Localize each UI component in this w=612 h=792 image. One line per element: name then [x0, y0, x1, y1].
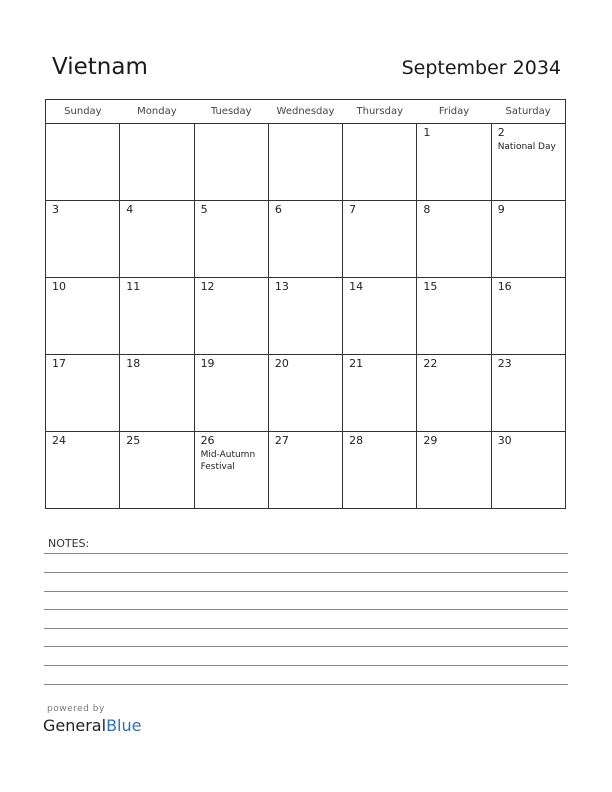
day-cell[interactable] [491, 201, 565, 278]
day-number: 4 [126, 203, 134, 216]
notes-label: NOTES: [48, 537, 90, 550]
day-number: 28 [349, 434, 364, 447]
day-number: 26 [200, 434, 215, 447]
day-cell[interactable] [46, 355, 120, 432]
day-cell[interactable] [120, 201, 194, 278]
brand-general-text: General [43, 716, 107, 735]
notes-line [44, 609, 568, 610]
notes-line [44, 572, 568, 573]
weekday-thursday: Thursday [343, 100, 417, 124]
day-number: 17 [52, 357, 66, 370]
notes-line [44, 591, 568, 592]
day-number: 11 [126, 280, 141, 293]
day-cell[interactable] [268, 201, 342, 278]
day-number: 2 [497, 126, 505, 139]
weekday-saturday: Saturday [491, 100, 565, 124]
empty-day-cell [194, 124, 268, 201]
empty-day-cell [46, 124, 120, 201]
powered-by-text: powered by [47, 704, 105, 714]
day-cell[interactable] [46, 432, 120, 509]
empty-day-cell [343, 124, 417, 201]
day-number: 21 [349, 357, 364, 370]
day-cell[interactable] [120, 278, 194, 355]
day-number: 3 [52, 203, 59, 216]
day-number: 10 [52, 280, 66, 293]
day-number: 8 [423, 203, 431, 216]
day-number: 24 [52, 434, 66, 447]
holiday-label: National Day [497, 142, 556, 152]
day-number: 25 [126, 434, 141, 447]
day-number: 23 [497, 357, 512, 370]
day-cell[interactable] [46, 278, 120, 355]
holiday-label: Mid-Autumn Festival [200, 450, 256, 472]
day-number: 15 [423, 280, 438, 293]
month-year-title: September 2034 [401, 57, 561, 79]
week-row [46, 355, 566, 432]
day-number: 19 [200, 357, 215, 370]
day-number: 18 [126, 357, 141, 370]
day-cell[interactable] [268, 432, 342, 509]
day-number: 20 [274, 357, 289, 370]
day-number: 14 [349, 280, 364, 293]
day-cell[interactable] [120, 432, 194, 509]
weekday-friday: Friday [417, 100, 491, 124]
week-row [46, 432, 566, 509]
day-cell[interactable] [194, 432, 268, 509]
country-title: Vietnam [52, 54, 148, 80]
week-row [46, 201, 566, 278]
day-cell[interactable] [194, 278, 268, 355]
day-number: 1 [423, 126, 431, 139]
day-cell[interactable] [268, 355, 342, 432]
day-cell[interactable] [491, 355, 565, 432]
day-number: 27 [274, 434, 289, 447]
weekday-monday: Monday [120, 100, 194, 124]
day-number: 7 [349, 203, 357, 216]
day-cell[interactable] [417, 201, 491, 278]
day-number: 6 [274, 203, 282, 216]
weekday-tuesday: Tuesday [194, 100, 268, 124]
day-cell[interactable] [491, 278, 565, 355]
day-number: 22 [423, 357, 438, 370]
day-cell[interactable] [491, 432, 565, 509]
notes-line [44, 628, 568, 629]
day-cell[interactable] [417, 124, 491, 201]
day-cell[interactable] [417, 432, 491, 509]
day-cell[interactable] [343, 355, 417, 432]
day-number: 13 [274, 280, 289, 293]
notes-line [44, 684, 568, 685]
day-cell[interactable] [46, 201, 120, 278]
day-number: 30 [497, 434, 512, 447]
week-row [46, 124, 566, 201]
day-number: 29 [423, 434, 438, 447]
day-number: 9 [497, 203, 505, 216]
day-number: 5 [200, 203, 208, 216]
weekday-sunday: Sunday [46, 100, 120, 124]
day-cell[interactable] [343, 278, 417, 355]
notes-line [44, 665, 568, 666]
day-cell[interactable] [194, 201, 268, 278]
day-cell[interactable] [120, 355, 194, 432]
day-number: 16 [497, 280, 512, 293]
day-cell[interactable] [491, 124, 565, 201]
empty-day-cell [268, 124, 342, 201]
week-row [46, 278, 566, 355]
empty-day-cell [120, 124, 194, 201]
day-cell[interactable] [343, 201, 417, 278]
day-cell[interactable] [417, 355, 491, 432]
weekday-wednesday: Wednesday [268, 100, 342, 124]
day-cell[interactable] [417, 278, 491, 355]
notes-line [44, 646, 568, 647]
day-cell[interactable] [343, 432, 417, 509]
day-cell[interactable] [194, 355, 268, 432]
day-number: 12 [200, 280, 215, 293]
brand-logo[interactable] [43, 716, 141, 735]
calendar-grid [45, 99, 566, 509]
weekday-header-row [46, 100, 566, 124]
notes-line [44, 553, 568, 554]
day-cell[interactable] [268, 278, 342, 355]
brand-blue-text: Blue [106, 716, 142, 735]
